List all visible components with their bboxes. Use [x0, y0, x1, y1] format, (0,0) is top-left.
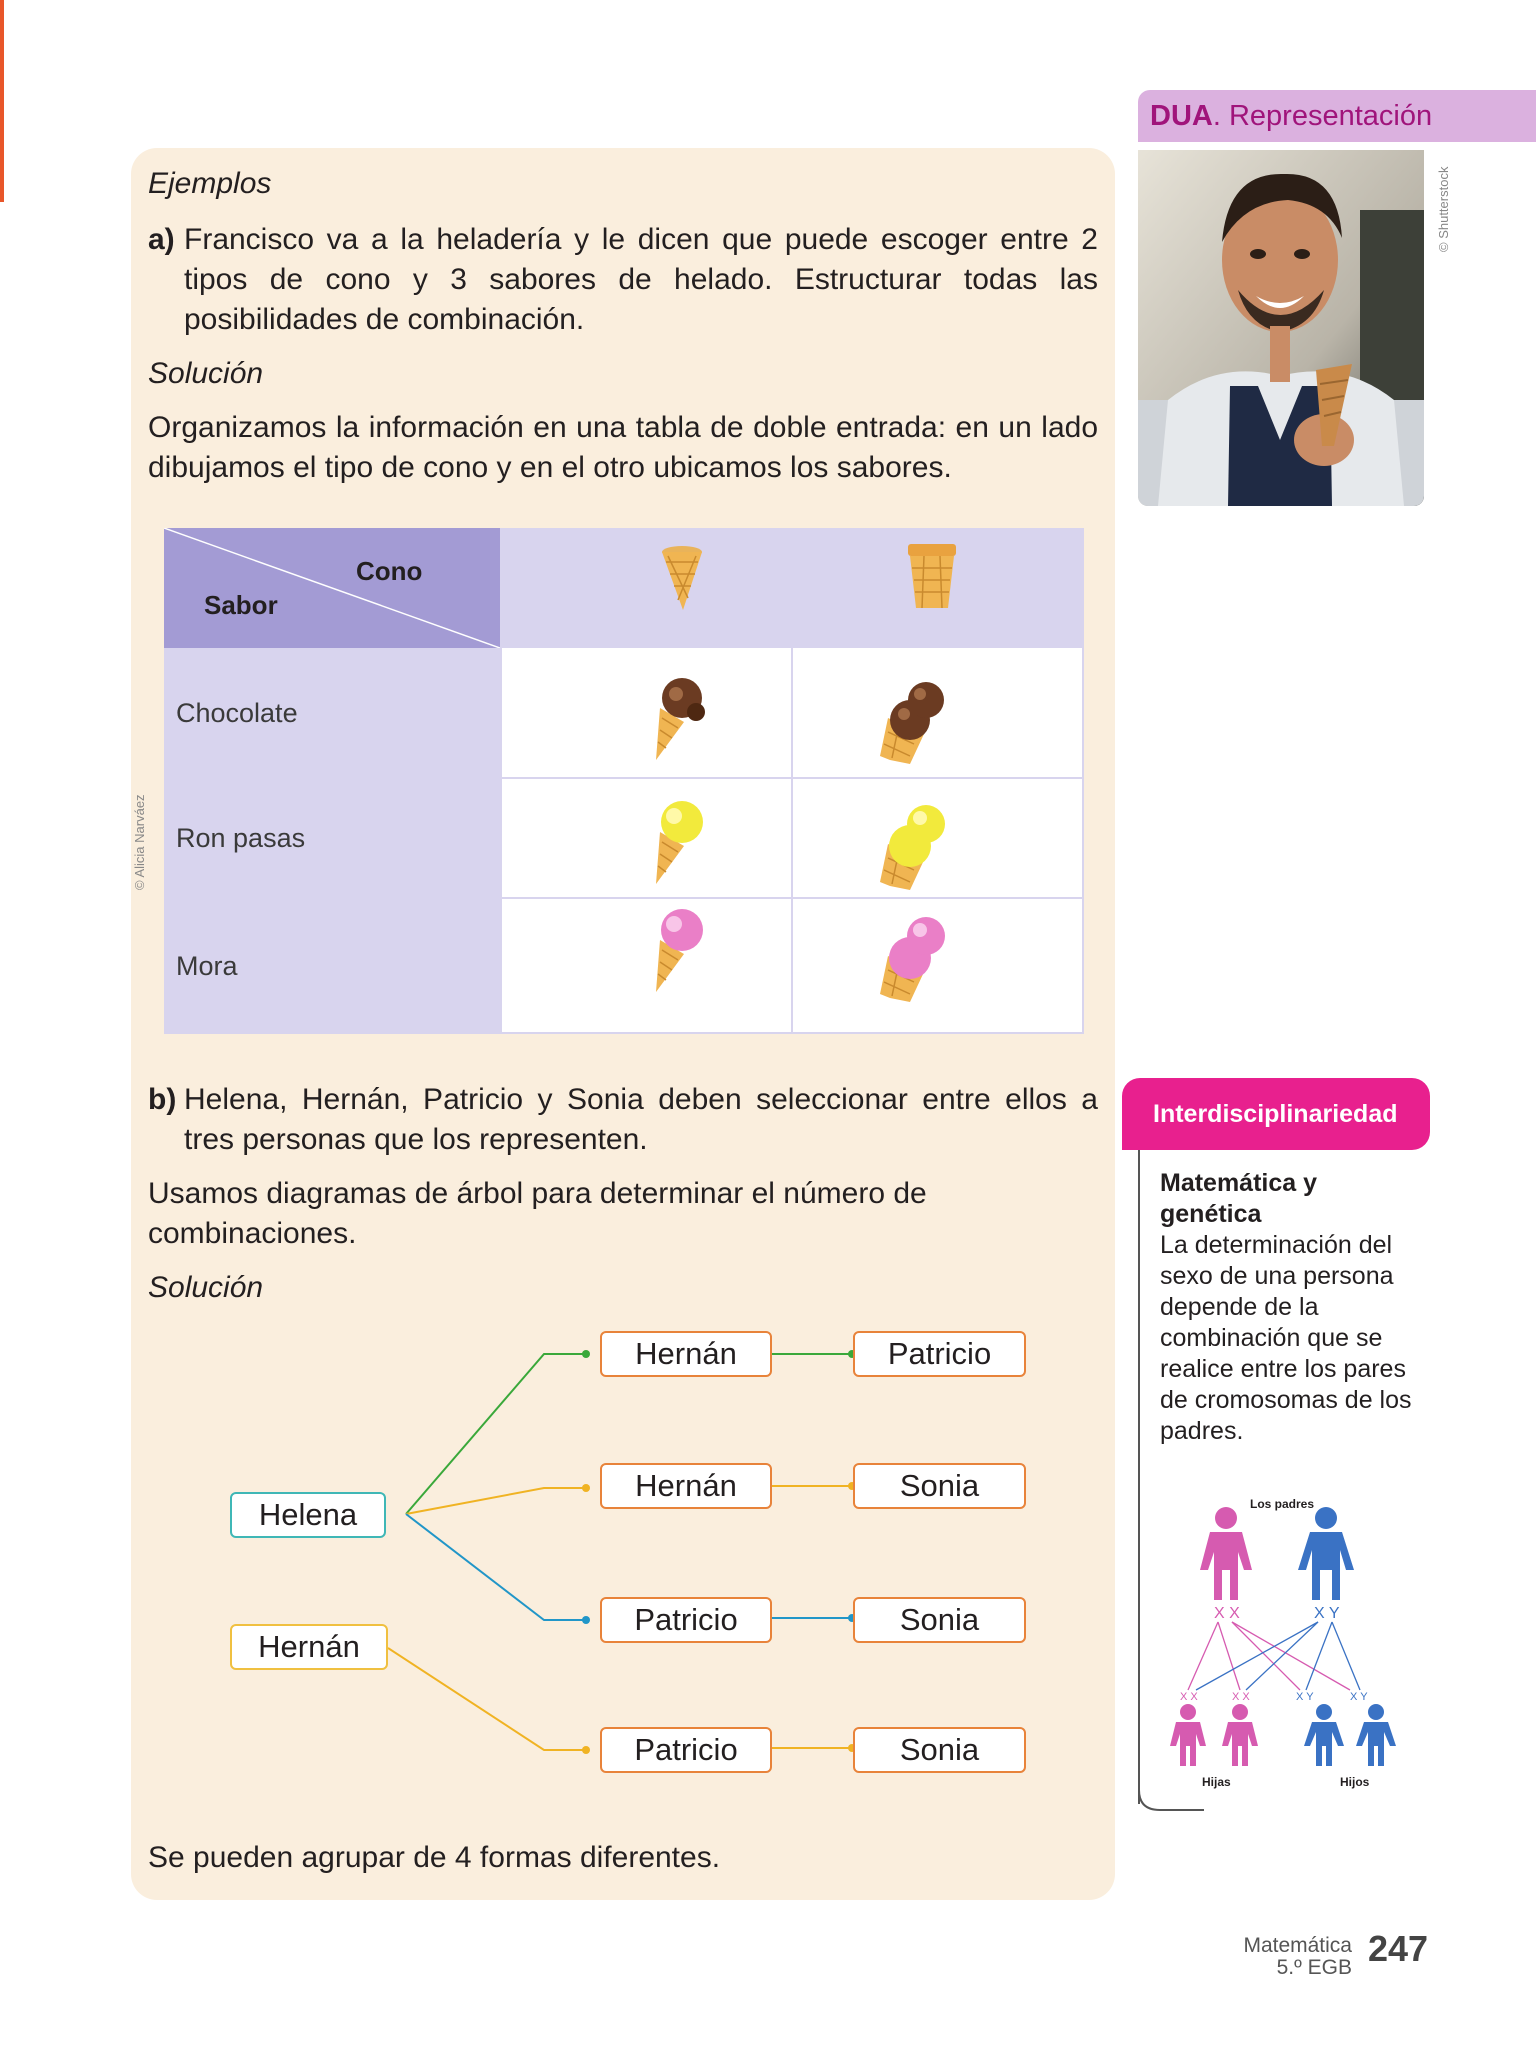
- solution-a-text: Organizamos la información en una tabla de doble entrada: en un lado dibujamos el tipo de cono y en el otro ubicamos los sabores.: [148, 411, 1098, 484]
- footer-subject: [1220, 1935, 1352, 1979]
- corner-cono-label: Cono: [356, 556, 423, 586]
- son-1-icon: [1304, 1704, 1344, 1766]
- tree-node-patricio-2: Patricio: [600, 1727, 772, 1773]
- example-b-label: b): [148, 1083, 177, 1116]
- tree-node-patricio-1: Patricio: [600, 1597, 772, 1643]
- examples-title: Ejemplos: [148, 167, 272, 200]
- row-label-text: Ron pasas: [176, 822, 306, 853]
- interdisciplinary-content: [1160, 1168, 1420, 1447]
- tree-root-helena: Helena: [230, 1492, 386, 1538]
- corner-sabor-label: Sabor: [204, 590, 278, 620]
- example-a-label: a): [148, 223, 175, 256]
- conclusion: Se pueden agrupar de 4 formas diferentes.: [148, 1841, 721, 1874]
- example-b-text: Helena, Hernán, Patricio y Sonia deben seleccionar entre ellos a tres personas que los representen.: [184, 1083, 1098, 1156]
- tree-root-hernan: Hernán: [230, 1624, 388, 1670]
- child2-chromosomes: X X: [1232, 1691, 1250, 1703]
- row-label-text: Mora: [176, 950, 238, 981]
- table-credit: © Alicia Narváez: [132, 794, 147, 890]
- sons-label: Hijos: [1340, 1775, 1370, 1789]
- row-label-text: Chocolate: [176, 697, 298, 728]
- inheritance-lines: [1188, 1622, 1360, 1690]
- daughter-1-icon: [1170, 1704, 1206, 1766]
- footer-grade: 5.º EGB: [1276, 1956, 1352, 1979]
- ice-cream-vendor-photo: [1138, 150, 1424, 506]
- father-chromosomes: X Y: [1314, 1605, 1340, 1622]
- child1-chromosomes: X X: [1180, 1691, 1198, 1703]
- parents-label: Los padres: [1250, 1497, 1315, 1511]
- example-a-text: Francisco va a la heladería y le dicen que puede escoger entre 2 tipos de cono y 3 sabores de helado. Estructurar todas las posibilidades de combinación.: [184, 223, 1098, 336]
- dua-title-rest: . Representación: [1212, 100, 1433, 132]
- interdisciplinary-text: La determinación del sexo de una persona depende de la combinación que se realice entre los pares de cromosomas de los padres.: [1160, 1231, 1412, 1445]
- genetics-diagram: [1160, 1490, 1410, 1800]
- daughters-label: Hijas: [1202, 1775, 1231, 1789]
- interdisciplinary-title: Interdisciplinariedad: [1153, 1100, 1398, 1128]
- mother-chromosomes: X X: [1214, 1605, 1240, 1622]
- tree-node-hernan-2: Hernán: [600, 1463, 772, 1509]
- vendor-illustration: [1138, 150, 1424, 506]
- daughter-2-icon: [1222, 1704, 1258, 1766]
- tree-leaf-sonia-1: Sonia: [853, 1463, 1026, 1509]
- father-figure-icon: [1298, 1507, 1354, 1600]
- solution-a-title: Solución: [148, 357, 264, 390]
- tree-leaf-sonia-3: Sonia: [853, 1727, 1026, 1773]
- page-number: 247: [1368, 1928, 1429, 1969]
- child4-chromosomes: X Y: [1350, 1691, 1368, 1703]
- mother-figure-icon: [1200, 1507, 1252, 1600]
- solution-b-title: Solución: [148, 1271, 264, 1304]
- son-2-icon: [1356, 1704, 1396, 1766]
- sidebox-border: [1138, 1150, 1140, 1804]
- dua-title: [1150, 100, 1432, 133]
- tree-leaf-patricio-1: Patricio: [853, 1331, 1026, 1377]
- example-b-intro: Usamos diagramas de árbol para determinar el número de combinaciones.: [148, 1177, 927, 1250]
- interdisciplinary-heading: Matemática y genética: [1160, 1169, 1318, 1228]
- dua-title-bold: DUA: [1150, 100, 1213, 132]
- child3-chromosomes: X Y: [1296, 1691, 1314, 1703]
- photo-credit: © Shutterstock: [1436, 166, 1451, 252]
- footer-subject-name: Matemática: [1243, 1934, 1352, 1957]
- tree-leaf-sonia-2: Sonia: [853, 1597, 1026, 1643]
- tree-node-hernan-1: Hernán: [600, 1331, 772, 1377]
